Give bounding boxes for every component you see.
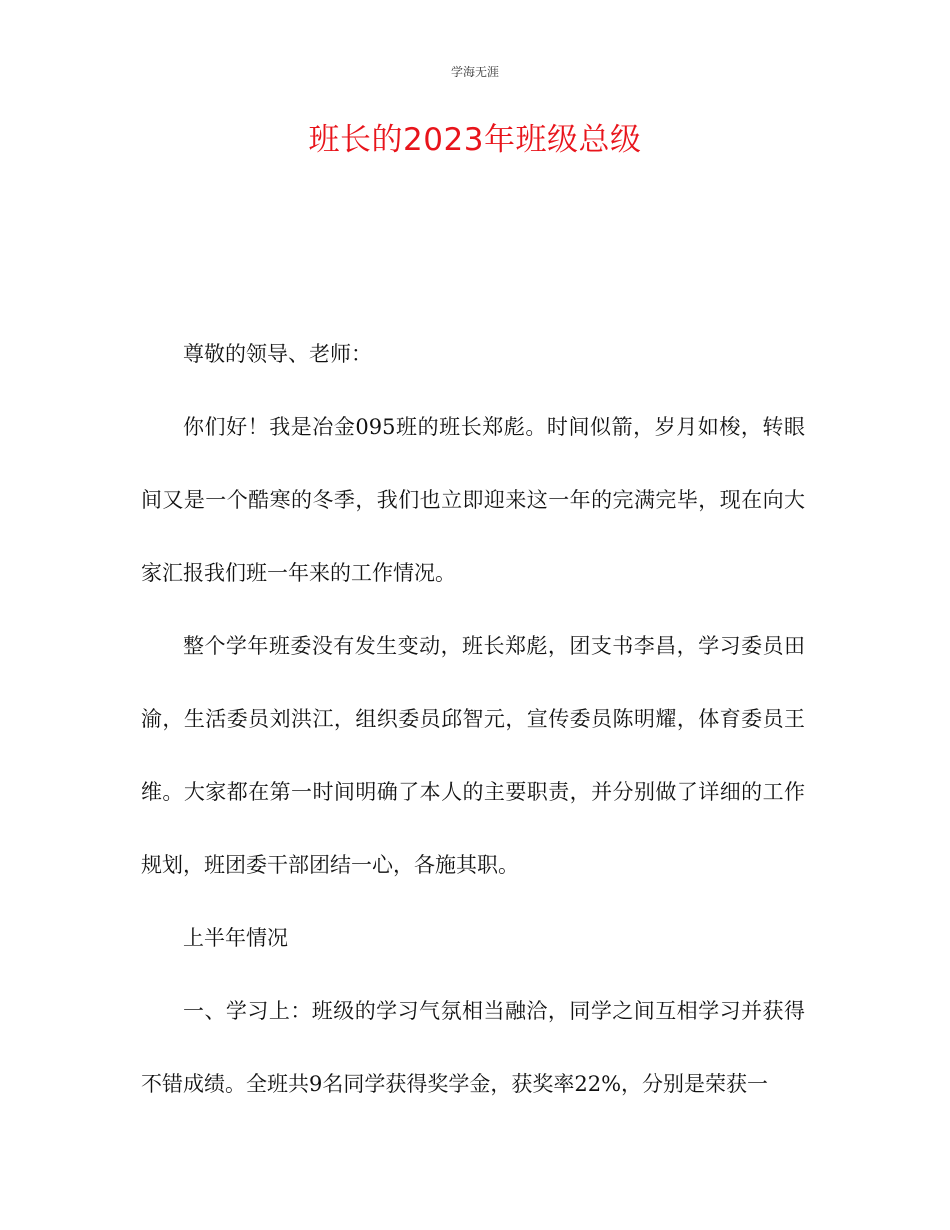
paragraph-salutation: 尊敬的领导、老师： — [183, 342, 372, 366]
document-title: 班长的2023年班级总级 — [308, 122, 642, 158]
section-heading-first-half: 上半年情况 — [183, 926, 288, 950]
paragraph-study: 一、学习上：班级的学习气氛相当融洽，同学之间互相学习并获得不错成绩。全班共9名同学获得奖学金，获奖率22%，分别是荣获一 — [141, 999, 805, 1096]
document-body — [141, 318, 805, 1121]
page-header: 学海无涯 — [450, 65, 499, 79]
paragraph-greeting: 你们好！我是冶金095班的班长郑彪。时间似箭，岁月如梭，转眼间又是一个酷寒的冬季，我们也立即迎来这一年的完满完毕，现在向大家汇报我们班一年来的工作情况。 — [141, 415, 805, 585]
paragraph-committee: 整个学年班委没有发生变动，班长郑彪，团支书李昌，学习委员田渝，生活委员刘洪江，组织委员邱智元，宣传委员陈明耀，体育委员王维。大家都在第一时间明确了本人的主要职责，并分别做了详细的工作规划，班团委干部团结一心，各施其职。 — [141, 634, 805, 877]
